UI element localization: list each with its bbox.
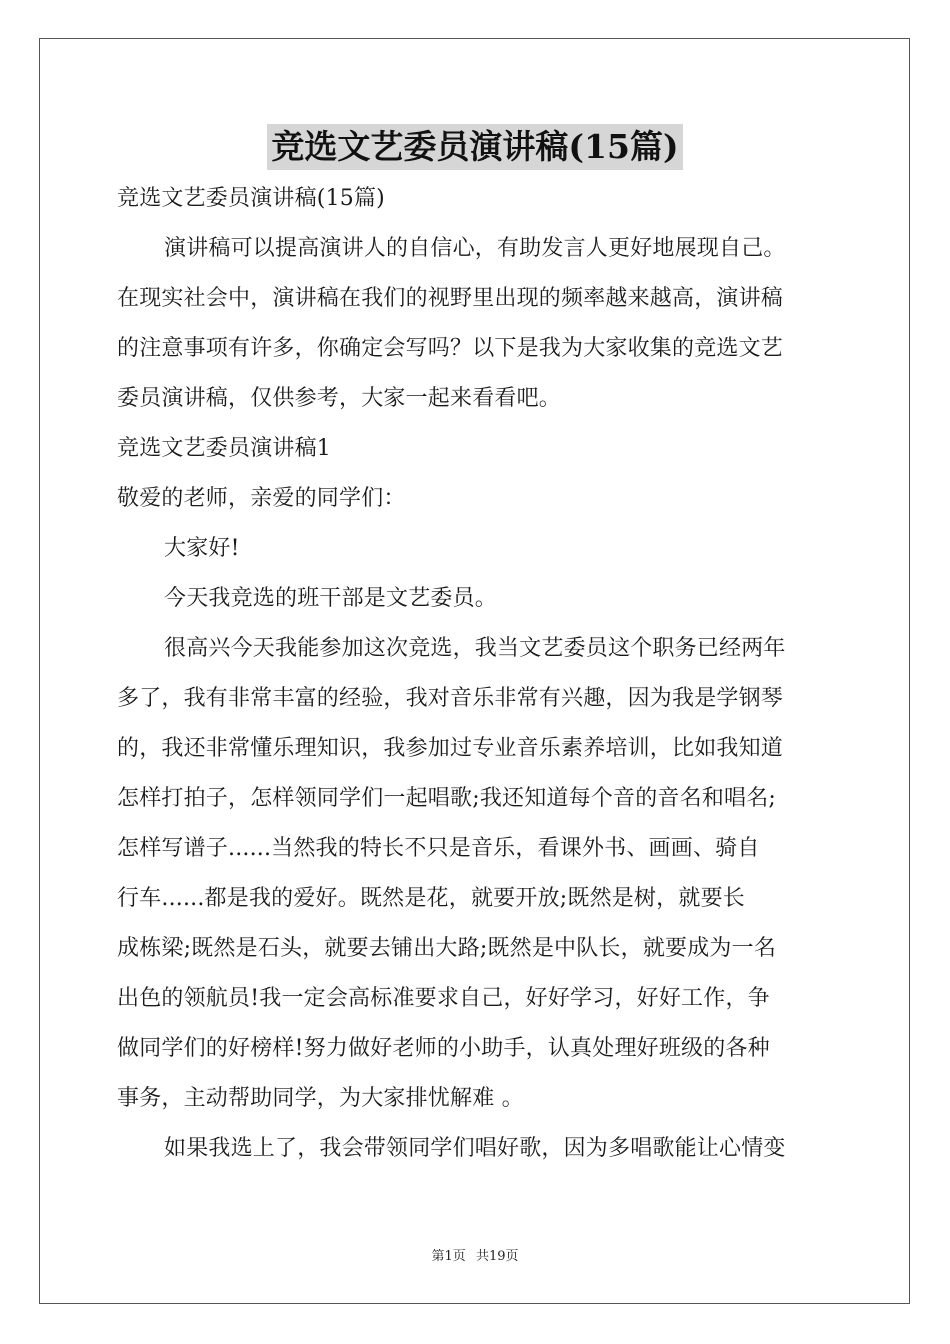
title-container <box>0 124 950 170</box>
text-line: 竞选文艺委员演讲稿(15篇) <box>117 186 385 211</box>
text-line: 大家好! <box>164 536 240 561</box>
text-line: 事务，主动帮助同学，为大家排忧解难 。 <box>117 1086 524 1111</box>
text-line: 今天我竞选的班干部是文艺委员。 <box>164 586 498 611</box>
text-line: 的注意事项有许多，你确定会写吗？以下是我为大家收集的竞选文艺 <box>117 336 784 361</box>
page-number: 第1页 <box>431 1249 466 1264</box>
text-line: 委员演讲稿，仅供参考，大家一起来看看吧。 <box>117 386 562 411</box>
text-line: 敬爱的老师，亲爱的同学们： <box>117 486 406 511</box>
page-footer <box>0 1245 950 1264</box>
text-line: 怎样写谱子......当然我的特长不只是音乐，看课外书、画画、骑自 <box>117 836 760 861</box>
text-line: 在现实社会中，演讲稿在我们的视野里出现的频率越来越高，演讲稿 <box>117 286 784 311</box>
text-line: 行车......都是我的爱好。既然是花，就要开放;既然是树，就要长 <box>117 886 745 911</box>
text-line: 竞选文艺委员演讲稿1 <box>117 436 331 461</box>
page-total: 共19页 <box>475 1249 519 1264</box>
document-body <box>117 174 833 1174</box>
text-line: 如果我选上了，我会带领同学们唱好歌，因为多唱歌能让心情变 <box>164 1136 786 1161</box>
text-line: 成栋梁;既然是石头，就要去铺出大路;既然是中队长，就要成为一名 <box>117 936 777 961</box>
text-line: 很高兴今天我能参加这次竞选，我当文艺委员这个职务已经两年 <box>164 636 786 661</box>
text-line: 多了，我有非常丰富的经验，我对音乐非常有兴趣，因为我是学钢琴 <box>117 686 784 711</box>
text-line: 的，我还非常懂乐理知识，我参加过专业音乐素养培训，比如我知道 <box>117 736 784 761</box>
text-line: 出色的领航员!我一定会高标准要求自己，好好学习，好好工作，争 <box>117 986 770 1011</box>
document-title: 竞选文艺委员演讲稿(15篇) <box>267 124 682 170</box>
text-line: 演讲稿可以提高演讲人的自信心，有助发言人更好地展现自己。 <box>164 236 786 261</box>
text-line: 怎样打拍子，怎样领同学们一起唱歌;我还知道每个音的音名和唱名; <box>117 786 777 811</box>
text-line: 做同学们的好榜样!努力做好老师的小助手，认真处理好班级的各种 <box>117 1036 770 1061</box>
